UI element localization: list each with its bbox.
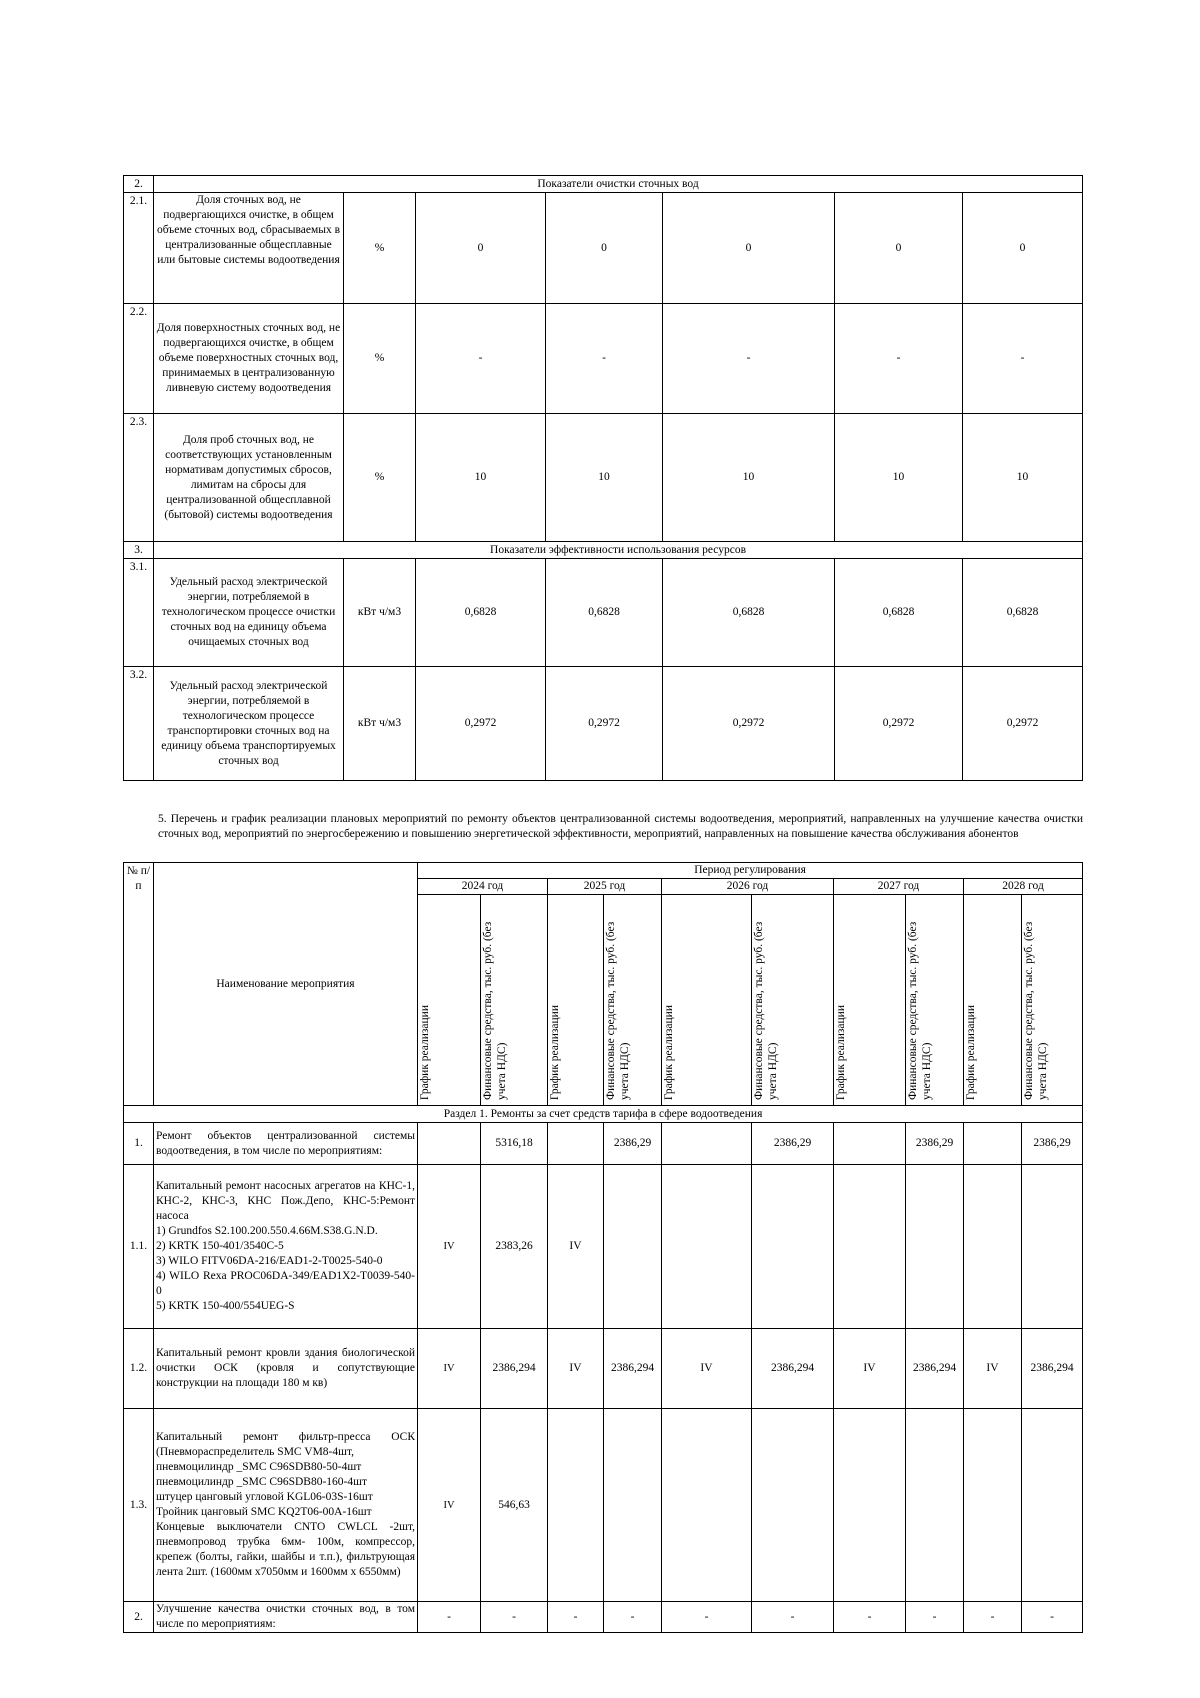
cell: 2386,294 xyxy=(752,1329,834,1409)
schedule-header: График реализации xyxy=(418,895,481,1106)
row-num: 1.3. xyxy=(124,1409,154,1602)
row-name: Удельный расход электрической энергии, потребляемой в технологическом процессе очистки сточных вод на единицу объема очищаемых сточных вод xyxy=(154,559,344,667)
row-name-line: пневмоцилиндр _SMC C96SDB80-160-4шт xyxy=(156,1476,368,1488)
row-unit: кВт ч/м3 xyxy=(344,559,416,667)
value-cell: 10 xyxy=(416,414,546,542)
row-unit: кВт ч/м3 xyxy=(344,667,416,781)
row-name-line: 4) WILO Rexa PROC06DA-349/EAD1X2-T0039-540-0 xyxy=(156,1270,415,1297)
value-cell: 0,6828 xyxy=(546,559,663,667)
cell xyxy=(752,1409,834,1602)
cell xyxy=(548,1123,604,1165)
row-name-line: Капитальный ремонт фильтр-пресса ОСК (Пневмораспределитель SMC VM8-4шт, xyxy=(156,1431,415,1458)
year-header: 2028 год xyxy=(964,879,1083,895)
value-cell: - xyxy=(963,304,1083,414)
value-cell: 10 xyxy=(546,414,663,542)
measures-table xyxy=(123,862,1083,1633)
row-num: 1.2. xyxy=(124,1329,154,1409)
row-name xyxy=(154,1409,418,1602)
cell: 546,63 xyxy=(481,1409,548,1602)
col-name-header: Наименование мероприятия xyxy=(154,863,418,1106)
value-cell: - xyxy=(663,304,835,414)
row-name-line: 2) KRTK 150-401/3540C-5 xyxy=(156,1240,284,1252)
indicators-table xyxy=(123,175,1083,781)
row-name-line: штуцер цанговый угловой KGL06-03S-16шт xyxy=(156,1491,373,1503)
cell: IV xyxy=(662,1329,752,1409)
finance-header: Финансовые средства, тыс. руб. (без учета НДС) xyxy=(906,895,964,1106)
cell: IV xyxy=(418,1165,481,1329)
value-cell: 0 xyxy=(663,193,835,304)
cell: 2386,294 xyxy=(1022,1329,1083,1409)
finance-header: Финансовые средства, тыс. руб. (без учета НДС) xyxy=(752,895,834,1106)
row-num: 1. xyxy=(124,1123,154,1165)
row-name: Удельный расход электрической энергии, потребляемой в технологическом процессе транспортировки сточных вод на единицу объема транспортируемых сточных вод xyxy=(154,667,344,781)
row-unit: % xyxy=(344,304,416,414)
col-num-header: № п/п xyxy=(124,863,154,1106)
cell xyxy=(662,1123,752,1165)
section-1-title: Раздел 1. Ремонты за счет средств тарифа в сфере водоотведения xyxy=(124,1106,1083,1123)
cell xyxy=(834,1409,906,1602)
cell: 2386,294 xyxy=(604,1329,662,1409)
cell: IV xyxy=(964,1329,1022,1409)
value-cell: 0 xyxy=(835,193,963,304)
cell xyxy=(662,1165,752,1329)
cell xyxy=(604,1165,662,1329)
cell: 2386,29 xyxy=(752,1123,834,1165)
cell xyxy=(752,1165,834,1329)
cell xyxy=(418,1123,481,1165)
cell: IV xyxy=(418,1329,481,1409)
value-cell: - xyxy=(416,304,546,414)
cell: - xyxy=(906,1602,964,1633)
finance-header: Финансовые средства, тыс. руб. (без учета НДС) xyxy=(1022,895,1083,1106)
cell: - xyxy=(418,1602,481,1633)
value-cell: 0,2972 xyxy=(835,667,963,781)
cell: - xyxy=(752,1602,834,1633)
row-name-line: Капитальный ремонт насосных агрегатов на КНС-1, КНС-2, КНС-3, КНС Пож.Депо, КНС-5:Ремонт насоса xyxy=(156,1180,415,1222)
cell: IV xyxy=(834,1329,906,1409)
cell xyxy=(548,1409,604,1602)
row-name-line: пневмоцилиндр _SMC C96SDB80-50-4шт xyxy=(156,1461,362,1473)
cell: 2386,294 xyxy=(906,1329,964,1409)
value-cell: 0,2972 xyxy=(416,667,546,781)
cell xyxy=(964,1409,1022,1602)
value-cell: - xyxy=(835,304,963,414)
section-title: Показатели очистки сточных вод xyxy=(154,176,1083,193)
schedule-header: График реализации xyxy=(548,895,604,1106)
finance-header: Финансовые средства, тыс. руб. (без учета НДС) xyxy=(604,895,662,1106)
year-header: 2026 год xyxy=(662,879,834,895)
cell xyxy=(964,1123,1022,1165)
row-unit: % xyxy=(344,193,416,304)
value-cell: 0,6828 xyxy=(963,559,1083,667)
value-cell: 0,2972 xyxy=(546,667,663,781)
value-cell: 10 xyxy=(963,414,1083,542)
row-name-line: 5) KRTK 150-400/554UEG-S xyxy=(156,1300,295,1312)
cell: 2386,29 xyxy=(604,1123,662,1165)
value-cell: 0 xyxy=(546,193,663,304)
row-unit: % xyxy=(344,414,416,542)
section-num: 3. xyxy=(124,542,154,559)
cell xyxy=(604,1409,662,1602)
row-name: Доля проб сточных вод, не соответствующих установленным нормативам допустимых сбросов, лимитам на сбросы для централизованной общесплавной (бытовой) системы водоотведения xyxy=(154,414,344,542)
row-name: Капитальный ремонт кровли здания биологической очистки ОСК (кровля и сопутствующие конструкции на площади 180 м кв) xyxy=(154,1329,418,1409)
cell: - xyxy=(604,1602,662,1633)
row-num: 3.2. xyxy=(124,667,154,781)
cell xyxy=(906,1165,964,1329)
row-num: 2.2. xyxy=(124,304,154,414)
cell: 5316,18 xyxy=(481,1123,548,1165)
cell: IV xyxy=(548,1165,604,1329)
schedule-header: График реализации xyxy=(662,895,752,1106)
cell: - xyxy=(662,1602,752,1633)
cell xyxy=(964,1165,1022,1329)
cell: 2386,29 xyxy=(1022,1123,1083,1165)
row-num: 1.1. xyxy=(124,1165,154,1329)
row-name: Ремонт объектов централизованной системы водоотведения, в том числе по мероприятиям: xyxy=(154,1123,418,1165)
row-name xyxy=(154,1165,418,1329)
row-name: Улучшение качества очистки сточных вод, в том числе по мероприятиям: xyxy=(154,1602,418,1633)
cell: 2383,26 xyxy=(481,1165,548,1329)
cell xyxy=(1022,1409,1083,1602)
schedule-header: График реализации xyxy=(964,895,1022,1106)
value-cell: 0,2972 xyxy=(663,667,835,781)
cell xyxy=(834,1165,906,1329)
value-cell: 0,6828 xyxy=(416,559,546,667)
section-5-title: 5. Перечень и график реализации плановых мероприятий по ремонту объектов централизованной системы водоотведения, мероприятий, направленных на улучшение качества очистки сточных вод, мероприятий по энергосбережению и повышению энергетической эффективности, мероприятий, направленных на повышение качества обслуживания абонентов xyxy=(158,813,1083,840)
value-cell: 10 xyxy=(835,414,963,542)
cell: - xyxy=(548,1602,604,1633)
row-name-line: Тройник цанговый SMC KQ2T06-00A-16шт xyxy=(156,1506,372,1518)
cell xyxy=(1022,1165,1083,1329)
row-name-line: 3) WILO FITV06DA-216/EAD1-2-T0025-540-0 xyxy=(156,1255,383,1267)
cell: - xyxy=(1022,1602,1083,1633)
value-cell: 0,2972 xyxy=(963,667,1083,781)
section-title: Показатели эффективности использования ресурсов xyxy=(154,542,1083,559)
cell: IV xyxy=(548,1329,604,1409)
cell: - xyxy=(964,1602,1022,1633)
value-cell: 0,6828 xyxy=(663,559,835,667)
year-header: 2027 год xyxy=(834,879,964,895)
cell: - xyxy=(481,1602,548,1633)
value-cell: 0,6828 xyxy=(835,559,963,667)
cell: 2386,294 xyxy=(481,1329,548,1409)
value-cell: 0 xyxy=(416,193,546,304)
value-cell: - xyxy=(546,304,663,414)
value-cell: 0 xyxy=(963,193,1083,304)
value-cell: 10 xyxy=(663,414,835,542)
cell xyxy=(662,1409,752,1602)
cell xyxy=(906,1409,964,1602)
row-name: Доля поверхностных сточных вод, не подвергающихся очистке, в общем объеме поверхностных сточных вод, принимаемых в централизованную ливневую систему водоотведения xyxy=(154,304,344,414)
period-header: Период регулирования xyxy=(418,863,1083,879)
row-name: Доля сточных вод, не подвергающихся очистке, в общем объеме сточных вод, сбрасываемых в централизованные общесплавные или бытовые системы водоотведения xyxy=(154,193,344,304)
row-num: 2.1. xyxy=(124,193,154,304)
cell xyxy=(834,1123,906,1165)
row-num: 2.3. xyxy=(124,414,154,542)
schedule-header: График реализации xyxy=(834,895,906,1106)
cell: - xyxy=(834,1602,906,1633)
section-num: 2. xyxy=(124,176,154,193)
cell: IV xyxy=(418,1409,481,1602)
row-name-line: Концевые выключатели CNTO CWLCL -2шт, пневмопровод трубка 6мм- 100м, компрессор, крепеж (болты, гайки, шайбы и т.п.), фильтрующая лента 2шт. (1600мм х7050мм и 1600мм х 6550мм) xyxy=(156,1521,415,1578)
year-header: 2024 год xyxy=(418,879,548,895)
row-name-line: 1) Grundfos S2.100.200.550.4.66M.S38.G.N.D. xyxy=(156,1225,378,1237)
year-header: 2025 год xyxy=(548,879,662,895)
cell: 2386,29 xyxy=(906,1123,964,1165)
row-num: 3.1. xyxy=(124,559,154,667)
row-num: 2. xyxy=(124,1602,154,1633)
finance-header: Финансовые средства, тыс. руб. (без учета НДС) xyxy=(481,895,548,1106)
